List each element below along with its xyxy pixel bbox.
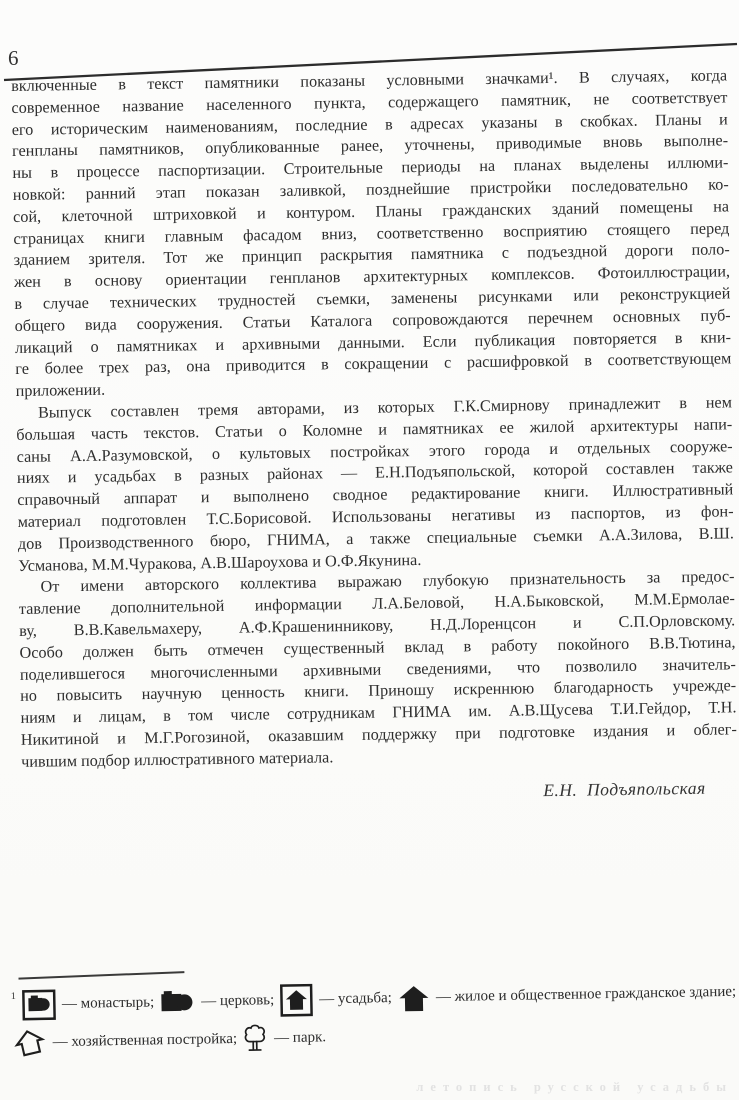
text-line: От имени авторского коллектива выражаю глубокую признательность за предос- — [40, 567, 735, 596]
text-line: современное название населенного пункта, содержащего памятник, не соответствует — [11, 88, 728, 117]
body-text — [11, 65, 738, 809]
legend-item — [398, 978, 737, 1012]
text-line: материал подготовлен Т.С.Борисовой. Использованы негативы из паспортов, из фон- — [17, 502, 734, 531]
text-line: сой, клеточной штриховкой и контуром. Планы гражданских зданий помещены на — [12, 197, 730, 226]
footnote-separator — [18, 971, 184, 980]
watermark-text: летопись русской усадьбы — [416, 1080, 733, 1094]
park-icon — [243, 1020, 269, 1056]
text-line: общего вида сооружения. Статьи Каталога сопровождаются перечнем основных пуб- — [14, 306, 731, 335]
monastery-icon — [22, 989, 57, 1021]
legend-label: — церковь; — [201, 992, 275, 1010]
text-line: включенные в текст памятники показаны условными значками¹. В случаях, когда — [11, 66, 728, 95]
residential-building-icon — [398, 984, 431, 1013]
text-line: ге более трех раз, она приводится в сокращении с расшифровкой в соответствующем — [15, 349, 732, 379]
legend-label: — хозяйственная постройка; — [52, 1030, 238, 1050]
estate-icon — [280, 983, 314, 1017]
legend-label: — усадьба; — [319, 990, 393, 1008]
text-line: ниях и усадьбах в разных районах — Е.Н.Подъяпольской, которой составлен также — [16, 458, 734, 488]
text-line: его историческим наименованиям, последние в адресах указаны в скобках. Планы и — [11, 109, 728, 139]
text-line: новкой: ранний этап показан заливкой, позднейшие пристройки последовательно ко- — [12, 175, 729, 204]
text-line: страницах книги главным фасадом вниз, соответственно восприятию стоящего перед — [13, 218, 730, 248]
outbuilding-icon — [13, 1027, 47, 1059]
footnote-legend — [10, 963, 737, 1061]
text-line: Никитиной и М.Г.Рогозиной, оказавшим поддержку при подготовке издания и облег- — [20, 720, 737, 749]
text-line: дов Производственного бюро, ГНИМА, а также специальные съемки А.А.Зилова, В.Ш. — [17, 524, 734, 553]
legend-item — [13, 1023, 237, 1058]
footnote-marker: 1 — [10, 990, 16, 1003]
text-line: Выпуск составлен тремя авторами, из которых Г.К.Смирнову принадлежит в нем — [37, 393, 733, 422]
author-signature: Е.Н. Подъяпольская — [543, 777, 706, 800]
legend-label: — парк. — [273, 1028, 327, 1046]
page-number: 6 — [8, 46, 19, 70]
text-line: генпланы памятников, опубликованные ранее, уточнены, приводимые вновь выполне- — [11, 131, 729, 161]
text-line: Усманова, М.М.Чуракова, А.В.Шароухова и О.Ф.Якунина. — [18, 550, 422, 575]
legend-item — [243, 1019, 327, 1057]
text-line: ны в процессе паспортизации. Строительные периоды на планах выделены иллюми- — [12, 153, 729, 183]
text-line: ву, В.В.Кавельмахеру, А.Ф.Крашенинникову, Н.Д.Лоренцсон и С.П.Орловскому. — [19, 611, 736, 640]
text-line: поделившегося многочисленными архивными сведениями, что позволило значитель- — [19, 654, 736, 684]
text-line: справочный аппарат и выполнено сводное редактирование книги. Иллюстративный — [17, 480, 734, 510]
text-line: приложении. — [15, 380, 106, 401]
legend-item — [160, 986, 275, 1017]
legend-label: — монастырь; — [61, 994, 155, 1013]
church-icon — [160, 988, 196, 1018]
text-line: ликаций о памятниках и архивными данными. Если публикация повторяется в кни- — [14, 327, 732, 357]
text-line: Особо должен быть отмечен существенный вклад в работу покойного В.В.Тютина, — [19, 633, 736, 662]
legend-label: — жилое и общественное гражданское здание; — [435, 983, 737, 1006]
text-line: но повысить научную ценность книги. Приношу искреннюю благодарность учрежде- — [20, 676, 737, 706]
text-line: саны А.А.Разумовской, о культовых постройках этого города и отдельных сооруже- — [16, 436, 733, 466]
text-line: чившим подбор иллюстративного материала. — [21, 747, 334, 771]
text-line: жен в основу ориентации генпланов архитектурных комплексов. Фотоиллюстрации, — [13, 262, 731, 292]
text-line: зданием зрителя. Тот же принцип раскрытия памятника с подъездной дороги поло- — [13, 240, 730, 270]
text-line: ниям и лицам, в том числе сотрудникам ГНИМА им. А.В.Щусева Т.И.Гейдор, Т.Н. — [20, 698, 737, 728]
text-line: тавление дополнительной информации Л.А.Беловой, Н.А.Быковской, М.М.Ермолае- — [18, 589, 735, 619]
text-line: в случае технических трудностей съемки, заменены рисунками или реконструкцией — [14, 284, 731, 313]
text-line: большая часть текстов. Статьи о Коломне и памятниках ее жилой архитектуры напи- — [16, 415, 733, 444]
legend-item — [22, 987, 155, 1020]
legend-item — [280, 982, 392, 1017]
